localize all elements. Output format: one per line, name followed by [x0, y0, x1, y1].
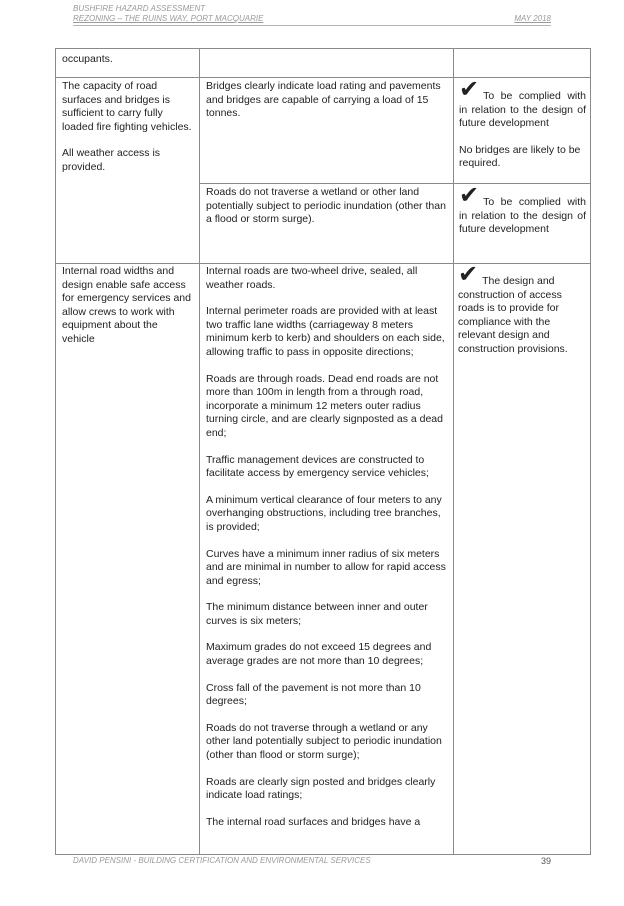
checkmark-icon: ✔	[459, 181, 480, 209]
header-subtitle-line	[73, 14, 551, 26]
row1-col3	[453, 77, 591, 263]
row2-col1: Internal road widths and design enable safe access for emergency services and allow crews to work with equipment about the vehicle	[62, 265, 191, 345]
row1-sub2-compliance-text: To be complied with in relation to the design of future development	[459, 196, 586, 236]
row0-col2	[199, 49, 453, 77]
requirement-item: Curves have a minimum inner radius of six meters and are minimal in number to allow for rapid access and egress;	[206, 547, 446, 587]
row2-col3	[453, 260, 591, 855]
row2-compliance-text: The design and construction of access roads is to provide for compliance with the relevant design and construction provisions.	[458, 275, 568, 355]
header-date: MAY 2018	[514, 14, 551, 23]
row0-col1: occupants.	[62, 53, 113, 65]
requirement-item: A minimum vertical clearance of four meters to any overhanging obstructions, including tree branches, is provided;	[206, 493, 442, 533]
requirement-item: Roads are clearly sign posted and bridges clearly indicate load ratings;	[206, 775, 436, 802]
row1-col1	[56, 80, 199, 188]
row1-sub1-note: No bridges are likely to be required.	[459, 143, 581, 170]
row1-col2	[199, 77, 453, 263]
footer-company: DAVID PENSINI - BUILDING CERTIFICATION AND ENVIRONMENTAL SERVICES	[73, 856, 371, 865]
row1-sub1-requirement: Bridges clearly indicate load rating and pavements and bridges are capable of carrying a load of 15 tonnes.	[206, 80, 441, 120]
checkmark-icon: ✔	[458, 260, 479, 288]
requirement-item: Roads are through roads. Dead end roads are not more than 100m in length from a through road, incorporate a minimum 12 meters outer radius turning circle, and are clearly signposted as a dead end;	[206, 372, 443, 439]
requirement-item: Maximum grades do not exceed 15 degrees and average grades are not more than 10 degrees;	[206, 641, 432, 668]
row0-col3	[453, 49, 591, 77]
row1-col1-text-b: All weather access is provided.	[62, 147, 161, 173]
row1-sub1-compliance-text: To be complied with in relation to the design of future development	[459, 90, 586, 130]
requirement-item: Internal perimeter roads are provided with at least two traffic lane widths (carriageway 8 meters minimum kerb to kerb) and shoulders on each side, allowing traffic to pass in opposite directions;	[206, 305, 445, 358]
page-number: 39	[540, 856, 551, 866]
page-header	[73, 4, 551, 26]
requirement-item: Cross fall of the pavement is not more than 10 degrees;	[206, 681, 421, 708]
requirement-item: The minimum distance between inner and outer curves is six meters;	[206, 601, 428, 627]
header-title: BUSHFIRE HAZARD ASSESSMENT	[73, 4, 206, 13]
requirement-item: The internal road surfaces and bridges have a	[206, 815, 421, 828]
compliance-table	[55, 48, 591, 855]
checkmark-icon: ✔	[459, 75, 480, 103]
subrow-divider	[199, 183, 590, 184]
header-project: REZONING – THE RUINS WAY, PORT MACQUARIE	[73, 14, 264, 23]
requirement-item: Traffic management devices are constructed to facilitate access by emergency service vehicles;	[206, 453, 429, 480]
row1-sub2-compliance	[459, 181, 586, 237]
row1-sub2-requirement: Roads do not traverse a wetland or other land potentially subject to periodic inundation (other than a flood or storm surge).	[206, 186, 446, 226]
requirement-item: Roads do not traverse through a wetland or any other land potentially subject to periodic inundation (other than flood or storm surge);	[206, 721, 442, 762]
page-footer	[73, 856, 551, 866]
row2-col2	[199, 263, 453, 855]
requirement-item: Internal roads are two-wheel drive, sealed, all weather roads.	[206, 265, 418, 291]
row1-col1-text-a: The capacity of road surfaces and bridges is sufficient to carry fully loaded fire fighting vehicles.	[62, 80, 192, 133]
row1-sub1-compliance	[459, 75, 586, 171]
